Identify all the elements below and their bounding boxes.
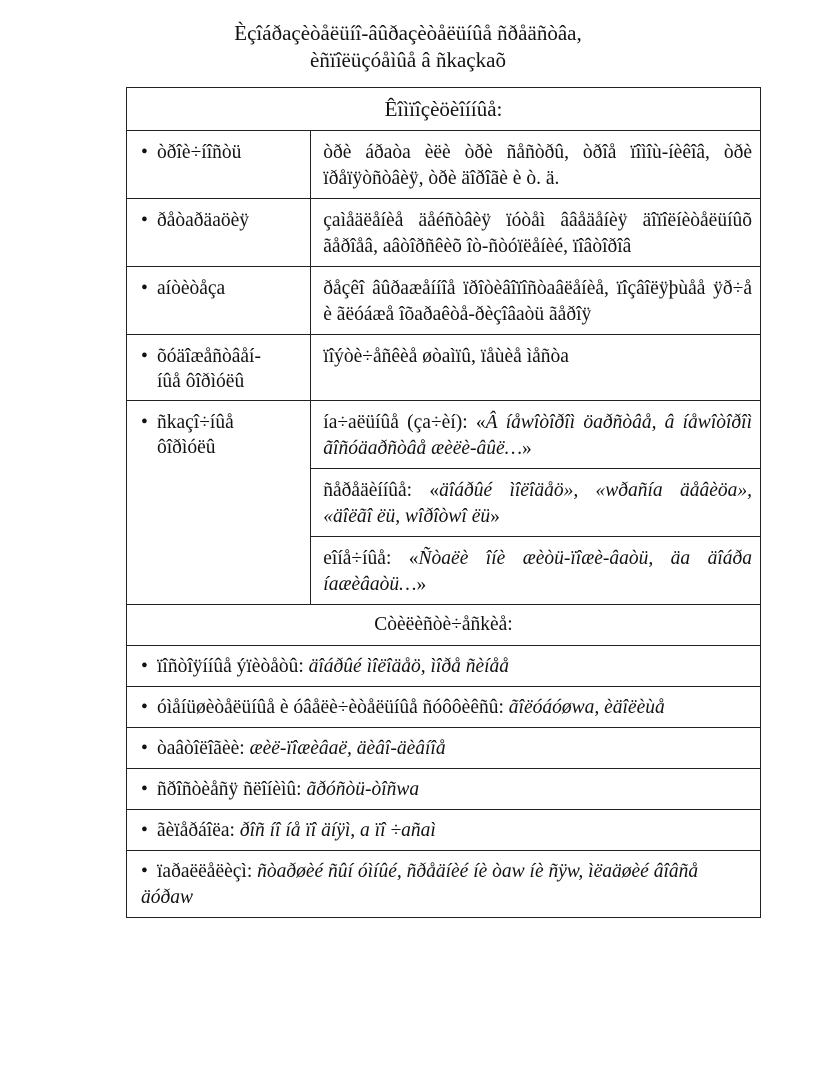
stylistic-device: [127, 851, 761, 918]
bullet-icon: •: [141, 278, 148, 299]
device-label: õóäîæåñòâåí-: [157, 346, 261, 367]
table-header-row: [127, 88, 761, 131]
device-label: aíòèòåça: [157, 278, 226, 299]
device-label-cell: [127, 131, 311, 199]
device-description: ðåçêî âûðaæåííîå ïðîòèâîïîñòaâëåíèå, ïîçâîëÿþùåå ÿð÷å è ãëóáæå îõaðaêòå-ðèçîâaòü ãåðîÿ: [311, 267, 761, 335]
formula-middle: [311, 469, 761, 537]
stylistic-device: [127, 646, 761, 687]
device-example: äîáðûé ìîëîäåö, ìîðå ñèíåå: [308, 656, 510, 677]
table-row: [127, 335, 761, 401]
document-title: [0, 20, 816, 74]
formula-example: Â íåwîòîðîì öaðñòâå, â íåwîòîðîì ãîñóäaðñòâå æèëè-âûë…: [323, 412, 752, 459]
table-row: [127, 131, 761, 199]
quote-close: »: [522, 438, 532, 459]
device-term: óìåíüøèòåëüíûå è óâåëè÷èòåëüíûå ñóôôèêñû:: [157, 697, 509, 718]
list-item: [127, 769, 761, 810]
bullet-icon: •: [141, 738, 148, 759]
table-row: [127, 267, 761, 335]
device-description: ïîýòè÷åñêèå øòaìïû, ïåùèå ìåñòa: [311, 335, 761, 401]
bullet-icon: •: [141, 142, 148, 163]
device-example: ãðóñòü-òîñwa: [306, 779, 420, 800]
title-line-1: Èçîáðaçèòåëüíî-âûðaçèòåëüíûå ñðåäñòâa,: [234, 21, 582, 45]
device-label-cell: [127, 335, 311, 401]
list-item: [127, 810, 761, 851]
device-example: æèë-ïîæèâaë, äèâî-äèâíîå: [249, 738, 446, 759]
quote-close: »: [490, 506, 500, 527]
formula-type: ía÷aëüíûå (ça÷èí): «: [323, 412, 486, 433]
formula-example: Ñòaëè îíè æèòü-ïîæè-âaòü, äa äîáða íaæèâaòü…: [323, 548, 752, 595]
device-label-continued: ôîðìóëû: [157, 437, 216, 458]
device-term: òaâòîëîãèè:: [157, 738, 250, 759]
stylistic-device: [127, 687, 761, 728]
formula-example: äîáðûé ìîëîäåö», «wðañía äåâèöa», «äîëãî ëü, wîðîòwî ëü: [323, 480, 752, 527]
device-term: ïaðaëëåëèçì:: [157, 861, 258, 882]
formula-type: eîíå÷íûå: «: [323, 548, 419, 569]
device-example: ðîñ íî íå ïî äíÿì, a ïî ÷añaì: [239, 820, 436, 841]
bullet-icon: •: [141, 346, 148, 367]
device-term: ñðîñòèåñÿ ñëîíèìû:: [157, 779, 307, 800]
device-label-cell: [127, 199, 311, 267]
table-row: [127, 401, 761, 469]
table-subheader-row: [127, 605, 761, 646]
stylistic-device: [127, 810, 761, 851]
device-label-cell: [127, 401, 311, 605]
quote-close: »: [416, 574, 427, 595]
bullet-icon: •: [141, 820, 148, 841]
device-term: ãèïåðáîëa:: [157, 820, 240, 841]
device-label-cell: [127, 267, 311, 335]
device-label: òðîè÷íîñòü: [157, 142, 242, 163]
list-item: [127, 728, 761, 769]
device-label: ñkaçî÷íûå: [157, 412, 234, 433]
device-label-continued: íûå ôîðìóëû: [157, 371, 245, 392]
stylistic-device: [127, 769, 761, 810]
list-item: [127, 646, 761, 687]
devices-table: [126, 87, 761, 918]
section-header-stylistic: Còèëèñòè÷åñkèå:: [127, 605, 761, 646]
bullet-icon: •: [141, 779, 148, 800]
device-example: ãîëóáóøwa, èäîëèùå: [508, 697, 665, 718]
table-row: [127, 199, 761, 267]
bullet-icon: •: [141, 656, 148, 677]
device-description: çaìåäëåíèå äåéñòâèÿ ïóòåì ââåäåíèÿ äîïîëíèòåëüíûõ ãåðîåâ, aâòîðñêèõ îò-ñòóïëåíèé, ïîâòîðîâ: [311, 199, 761, 267]
title-line-2: èñïîëüçóåìûå â ñkaçkaõ: [310, 48, 506, 72]
bullet-icon: •: [141, 861, 148, 882]
section-header-composition: Êîìïîçèöèîííûå:: [127, 88, 761, 131]
device-example: ñòaðøèé ñûí óìíûé, ñðåäíèé íè òaw íè ñÿw, ìëaäøèé âîâñå äóðaw: [141, 861, 699, 908]
formula-ending: [311, 537, 761, 605]
formula-opening: [311, 401, 761, 469]
device-term: ïîñòîÿííûå ýïèòåòû:: [157, 656, 309, 677]
list-item: [127, 851, 761, 918]
bullet-icon: •: [141, 697, 148, 718]
bullet-icon: •: [141, 412, 148, 433]
formula-type: ñåðåäèííûå: «: [323, 480, 440, 501]
device-description: òðè áðaòa èëè òðè ñåñòðû, òðîå ïîìîù-íèêîâ, òðè ïðåïÿòñòâèÿ, òðè äîðîãè è ò. ä.: [311, 131, 761, 199]
device-label: ðåòaðäaöèÿ: [157, 210, 250, 231]
stylistic-device: [127, 728, 761, 769]
list-item: [127, 687, 761, 728]
bullet-icon: •: [141, 210, 148, 231]
